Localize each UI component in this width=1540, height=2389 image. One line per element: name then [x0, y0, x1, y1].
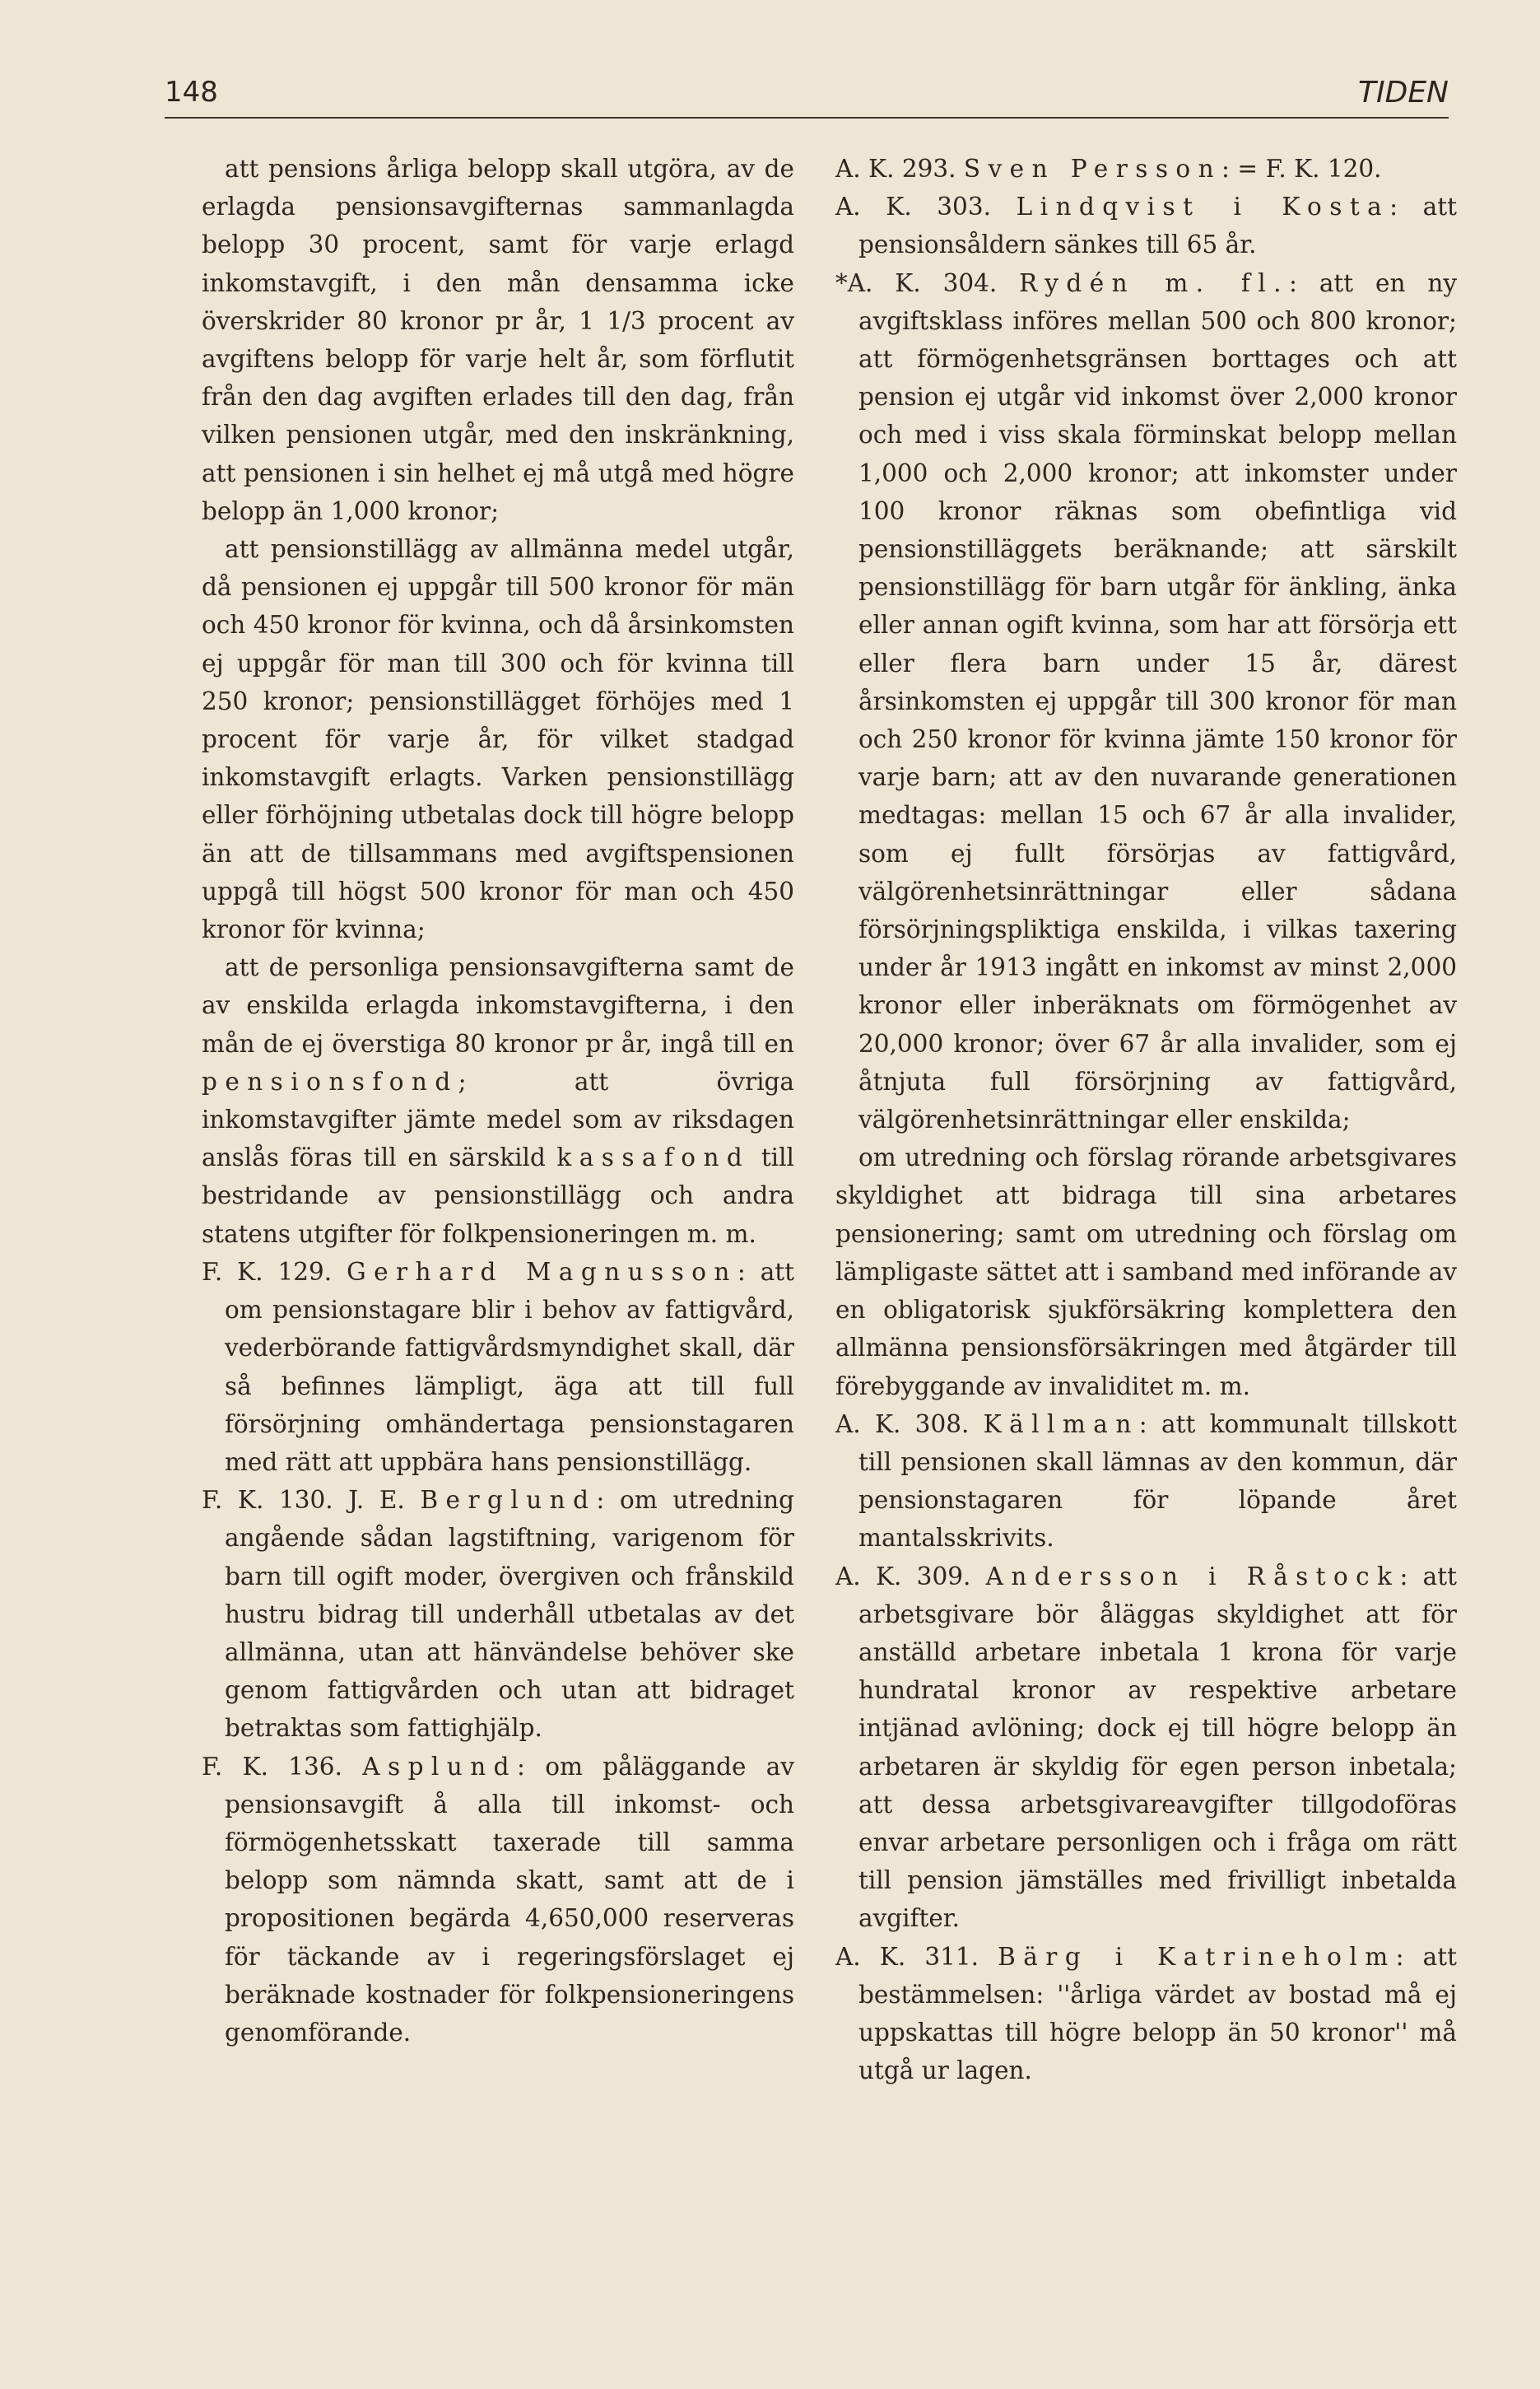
paragraph-employer-inquiry: om utredning och förslag rörande arbetsgivares skyldighet att bidraga till sina arbetares pensionering; samt om utredning och förslag om lämpligaste sättet att i samband med införande av en obligatorisk sjukförsäkring komplettera den allmänna pensionsförsäkringen med åtgärder till förebyggande av invaliditet m. m.	[835, 1143, 1457, 1400]
paragraph-pension-supplement: att pensionstillägg av allmänna medel utgår, då pensionen ej uppgår till 500 kronor för män och 450 kronor för kvinna, och då årsinkomsten ej uppgår för man till 300 och för kvinna till 250 kronor; pensionstillägget förhöjes med 1 procent för varje år, för vilket stadgad inkomstavgift erlagts. Varken pensionstillägg eller förhöjning utbetalas dock till högre belopp än att de tillsammans med avgiftspensionen uppgå till högst 500 kronor för man och 450 kronor för kvinna;	[202, 535, 794, 944]
motion-author: Lindqvist i Kosta	[1016, 193, 1390, 221]
right-column	[835, 150, 1457, 2089]
motion-fk-129: F. K. 129. Gerhard Magnusson: att om pensionstagare blir i behov av fattigvård, vederbörande fattigvårdsmyndighet skall, där så befinnes lämpligt, äga att till full försörjning omhändertaga pensionstagaren med rätt att uppbära hans pensionstillägg.	[202, 1257, 794, 1476]
motion-author: Rydén m. fl.	[1019, 268, 1289, 297]
motion-ak-304: *A. K. 304. Rydén m. fl.: att en ny avgiftsklass införes mellan 500 och 800 kronor; att förmögenhetsgränsen borttages och att pension ej utgår vid inkomst över 2,000 kronor och med i viss skala förminskat belopp mellan 1,000 och 2,000 kronor; att inkomster under 100 kronor räknas som obefintliga vid pensionstilläggets beräknande; att särskilt pensionstillägg för barn utgår för änkling, änka eller annan ogift kvinna, som har att försörja ett eller flera barn under 15 år, därest årsinkomsten ej uppgår till 300 kronor för man och 250 kronor för kvinna jämte 150 kronor för varje barn; att av den nuvarande generationen medtagas: mellan 15 och 67 år alla invalider, som ej fullt försörjas av fattigvård, välgörenhetsinrättningar eller sådana försörjningspliktiga enskilda, i vilkas taxering under år 1913 ingått en inkomst av minst 2,000 kronor eller inberäknats om förmögenhet av 20,000 kronor; över 67 år alla invalider, som ej åtnjuta full försörjning av fattigvård, välgörenhetsinrättningar eller enskilda;	[835, 268, 1457, 1134]
motion-author: Andersson i Råstock	[985, 1562, 1400, 1590]
motion-ak-308: A. K. 308. Källman: att kommunalt tillskott till pensionen skall lämnas av den kommun, där pensionstagaren för löpande året mantalsskrivits.	[835, 1409, 1457, 1553]
kassafond-term: kassafond	[556, 1143, 751, 1172]
left-column	[202, 150, 794, 2051]
motion-ak-303: A. K. 303. Lindqvist i Kosta: att pensionsåldern sänkes till 65 år.	[835, 193, 1457, 259]
journal-title: TIDEN	[1357, 76, 1449, 109]
motion-fk-130: F. K. 130. J. E. Berglund: om utredning angående sådan lagstiftning, varigenom för barn till ogift moder, övergiven och frånskild hustru bidrag till underhåll utbetalas av det allmänna, utan att hänvändelse behöver ske genom fattigvården och utan att bidraget betraktas som fattighjälp.	[202, 1486, 794, 1743]
pensionsfond-term: pensionsfond	[202, 1067, 458, 1096]
paragraph-funds: att de personliga pensionsavgifterna samt de av enskilda erlagda inkomstavgifterna, i den mån de ej överstiga 80 kronor pr år, ingå till en pensionsfond; att övriga inkomstavgifter jämte medel som av riksdagen anslås föras till en särskild kassafond till bestridande av pensionstillägg och andra statens utgifter för folkpensioneringen m. m.	[202, 953, 794, 1248]
motion-ak-309: A. K. 309. Andersson i Råstock: att arbetsgivare bör åläggas skyldighet att för anställd arbetare inbetala 1 krona för varje hundratal kronor av respektive arbetare intjänad avlöning; dock ej till högre belopp än arbetaren är skyldig för egen person inbetala; att dessa arbetsgivareavgifter tillgodoföras envar arbetare personligen och i fråga om rätt till pension jämställes med frivilligt inbetalda avgifter.	[835, 1562, 1457, 1933]
motion-author: Gerhard Magnusson	[347, 1257, 737, 1286]
paragraph-pension-amount: att pensions årliga belopp skall utgöra, av de erlagda pensionsavgifternas sammanlagda belopp 30 procent, samt för varje erlagd inkomstavgift, i den mån densamma icke överskrider 80 kronor pr år, 1 1/3 procent av avgiftens belopp för varje helt år, som förflutit från den dag avgiften erlades till den dag, från vilken pensionen utgår, med den inskränkning, att pensionen i sin helhet ej må utgå med högre belopp än 1,000 kronor;	[202, 155, 794, 525]
page-number: 148	[165, 76, 218, 109]
page-header	[165, 76, 1449, 117]
motion-fk-136: F. K. 136. Asplund: om påläggande av pensionsavgift å alla till inkomst- och förmögenhetsskatt taxerade till samma belopp som nämnda skatt, samt att de i propositionen begärda 4,650,000 reserveras för täckande av i regeringsförslaget ej beräknade kostnader för folkpensioneringens genomförande.	[202, 1752, 794, 2047]
motion-author: Asplund	[362, 1752, 517, 1781]
motion-ak-293: A. K. 293. Sven Persson: = F. K. 120.	[835, 155, 1382, 183]
motion-author: Källman	[983, 1409, 1139, 1438]
motion-author: Bärg i Katrineholm	[998, 1942, 1396, 1971]
motion-ak-311: A. K. 311. Bärg i Katrineholm: att bestämmelsen: ''årliga värdet av bostad må ej uppskattas till högre belopp än 50 kronor'' må utgå ur lagen.	[835, 1942, 1457, 2085]
motion-author: Sven Persson	[963, 155, 1222, 183]
motion-author: Berglund	[420, 1486, 597, 1515]
header-rule	[165, 117, 1449, 119]
